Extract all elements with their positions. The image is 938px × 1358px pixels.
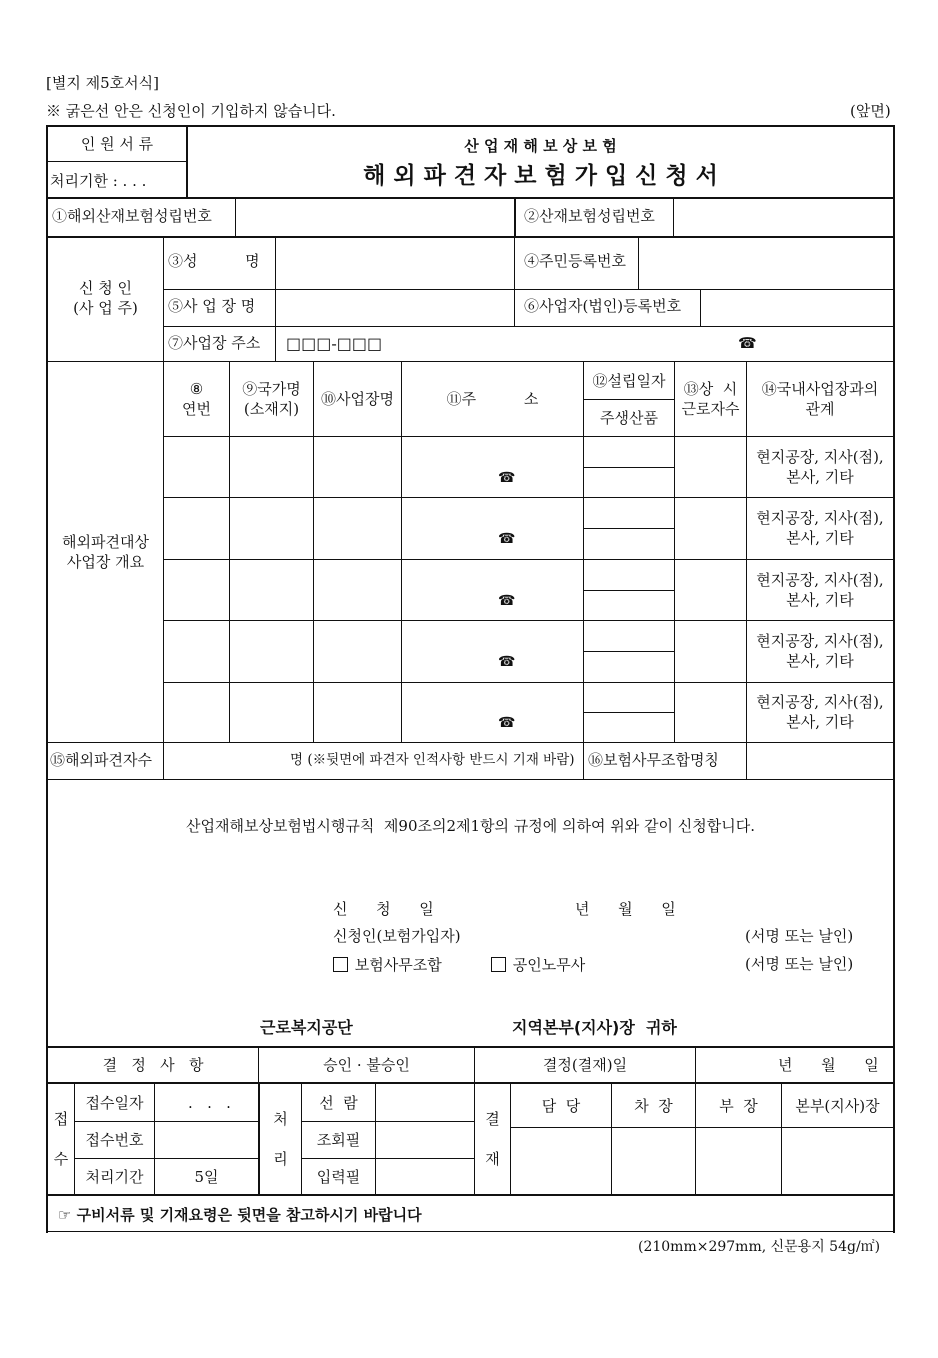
organization-name: 근로복지공단 [260,1018,353,1037]
application-date-label: 신 청 일 [333,900,434,918]
phone-icon: ☎ [498,470,516,486]
approver-head: 본부(지사)장 [795,1097,880,1115]
application-date-field[interactable]: 년 월 일 [575,900,676,918]
relation-options[interactable]: 현지공장, 지사(점), [756,509,884,527]
relation-options[interactable]: 현지공장, 지사(점), [756,448,884,466]
option-insurance-union-label: 보험사무조합 [354,956,442,974]
col-address: ⑪주 소 [446,390,539,408]
approver-manager: 부 장 [719,1097,758,1115]
field-label-resident-no: ④주민등록번호 [524,252,626,270]
docs-label: 인 원 서 류 [80,135,154,153]
form-title: 해 외 파 견 자 보 험 가 입 신 청 서 [363,163,718,189]
field-label-insurance-no: ②산재보험성립번호 [524,207,655,225]
option-labor-attorney[interactable] [491,957,585,973]
field-label-address: ⑦사업장 주소 [168,334,261,352]
reception-number-field[interactable] [155,1122,258,1158]
col-business-name: ⑩사업장명 [321,390,394,408]
footer-note: ☞ 구비서류 및 기재요령은 뒷면을 참고하시기 바랍니다 [58,1206,422,1224]
field-label-dispatch-count: ⑮해외파견자수 [50,751,152,769]
relation-options[interactable]: 현지공장, 지사(점), [756,571,884,589]
reception-number-label: 접수번호 [85,1131,144,1149]
overview-section-label: 해외파견대상 [62,533,149,551]
relation-options-sub[interactable]: 본사, 기타 [786,652,854,670]
field-label-business-name: ⑤사 업 장 명 [168,297,256,315]
applicant-label: 신 청 인 [78,279,132,297]
reception-date-label: 접수일자 [85,1094,144,1112]
decision-date-field[interactable]: 년 월 일 [778,1056,879,1074]
overseas-insurance-no-field[interactable] [236,199,514,236]
form-note: ※ 굵은선 안은 신청인이 기입하지 않습니다. [46,102,336,120]
page-side-label: (앞면) [850,102,891,120]
field-label-overseas-insurance-no: ①해외산재보험성립번호 [52,207,212,225]
phone-icon: ☎ [498,715,516,731]
postal-code-boxes[interactable]: □□□-□□□ [286,334,383,353]
relation-options-sub[interactable]: 본사, 기타 [786,529,854,547]
phone-icon: ☎ [498,531,516,547]
checkbox[interactable] [333,957,348,972]
deadline-label: 처리기한 : . . . [50,172,147,190]
form-number: [별지 제5호서식] [46,74,159,92]
name-field[interactable] [276,238,514,289]
reception-label-2: 수 [53,1150,69,1168]
relation-options[interactable]: 현지공장, 지사(점), [756,632,884,650]
phone-icon: ☎ [498,654,516,670]
relation-options-sub[interactable]: 본사, 기타 [786,468,854,486]
reviewed-label: 선 람 [319,1094,358,1112]
phone-icon: ☎ [738,334,757,352]
col-workers-sub: 근로자수 [681,400,740,418]
applicant-sub-label: (사 업 주) [73,299,138,317]
paper-spec: (210mm×297mm, 신문용지 54g/㎡) [638,1239,881,1255]
col-main-product: 주생산품 [600,409,658,427]
insurance-no-field[interactable] [674,199,893,236]
processing-period-label: 처리기간 [85,1168,144,1186]
inquiry-checked-label: 조회필 [316,1131,361,1149]
recipient-label: 지역본부(지사)장 귀하 [512,1018,677,1037]
field-label-business-reg-no: ⑥사업자(법인)등록번호 [524,297,682,315]
resident-no-field[interactable] [639,238,893,289]
col-relation-sub: 관계 [805,400,835,418]
option-insurance-union[interactable] [333,957,442,973]
reception-label-1: 접 [53,1110,69,1128]
signature-note-1: (서명 또는 날인) [745,927,854,945]
decision-date-label: 결정(결재)일 [542,1056,628,1074]
col-country-sub: (소재지) [243,400,300,418]
signature-note-2: (서명 또는 날인) [745,955,854,973]
decision-label: 결 정 사 항 [102,1056,204,1074]
business-name-field[interactable] [276,290,514,326]
reception-date-field[interactable]: . . . [188,1094,231,1112]
col-relation: ⑭국내사업장과의 [761,380,879,398]
approver-staff: 담 당 [541,1097,581,1115]
form-subtitle: 산 업 재 해 보 상 보 험 [464,137,617,155]
approval-label-2: 재 [485,1150,500,1168]
insurance-union-field[interactable] [747,743,893,779]
business-reg-no-field[interactable] [701,290,893,326]
phone-icon: ☎ [498,593,516,609]
col-founding-date: ⑫설립일자 [592,372,666,390]
approval-label-1: 결 [485,1110,500,1128]
field-label-insurance-union: ⑯보험사무조합명칭 [588,751,719,769]
relation-options-sub[interactable]: 본사, 기타 [786,591,854,609]
col-serial-no: ⑧ [189,380,204,398]
checkbox[interactable] [491,957,506,972]
field-label-name: ③성 명 [168,252,260,270]
applicant-signature-label: 신청인(보험가입자) [333,927,461,945]
handling-label-1: 처 [273,1110,288,1128]
declaration-statement: 산업재해보상보험법시행규칙 제90조의2제1항의 규정에 의하여 위와 같이 신청합니다. [186,817,755,835]
col-workers: ⑬상 시 [683,380,738,398]
approver-deputy: 차 장 [634,1097,673,1115]
entry-checked-label: 입력필 [316,1168,361,1186]
col-serial-label: 연번 [182,400,211,418]
approval-options[interactable]: 승인 · 불승인 [323,1056,410,1074]
col-country: ⑨국가명 [242,380,301,398]
processing-period-value: 5일 [194,1168,219,1186]
overview-section-sub-label: 사업장 개요 [66,553,145,571]
option-labor-attorney-label: 공인노무사 [512,956,586,974]
dispatch-count-note: 명 (※뒷면에 파견자 인적사항 반드시 기재 바람) [290,752,575,768]
relation-options[interactable]: 현지공장, 지사(점), [756,693,884,711]
handling-label-2: 리 [273,1150,288,1168]
relation-options-sub[interactable]: 본사, 기타 [786,713,854,731]
